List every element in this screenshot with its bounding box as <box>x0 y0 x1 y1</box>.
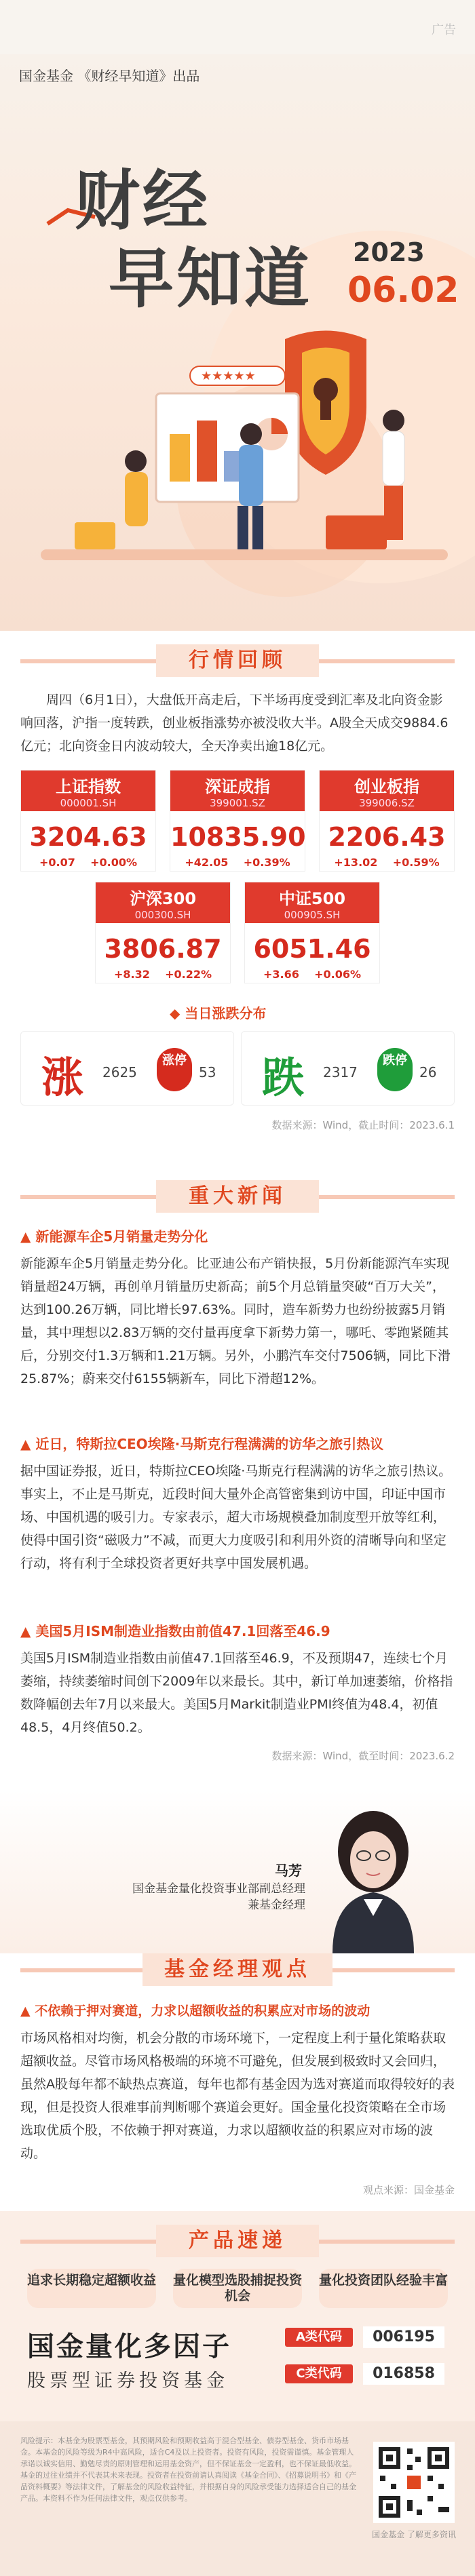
limit-down-count: 26 <box>419 1064 437 1080</box>
manager-role-2: 兼基金经理 <box>248 1898 305 1912</box>
qr-caption: 国金基金 了解更多资讯 <box>372 2530 456 2539</box>
section-news-title: 重大新闻 <box>156 1180 319 1213</box>
product-feature-pill: 量化投资团队经验丰富 <box>319 2269 448 2308</box>
section-products-header <box>0 2225 475 2257</box>
index-code: 000300.SH <box>134 909 191 921</box>
section-market-header <box>0 644 475 677</box>
fall-count: 2317 <box>323 1064 358 1080</box>
product-feature-pill: 量化模型选股捕捉投资机会 <box>173 2269 302 2308</box>
section-products-title: 产品速递 <box>156 2225 319 2257</box>
index-card <box>319 770 455 872</box>
index-code: 399001.SZ <box>210 797 265 809</box>
view-body: 市场风格相对均衡，机会分散的市场环境下，一定程度上利于量化策略获取超额收益。尽管市场风格极端的环境不可避免，但发展到极致时又会回归，虽然A股每年都不缺热点赛道，每年也都有基金因为选对赛道而取得较好的表现，但是投资人很难事前判断哪个赛道会更好。国金量化投资策略在全市场选取优质个股，不依赖于押对赛道，力求以超额收益的积累应对市场的波动。 <box>20 2031 455 2161</box>
index-pct: +0.39% <box>243 856 290 869</box>
hero-illustration <box>0 54 475 631</box>
brand-line: 国金基金 《财经早知道》出品 <box>19 68 200 84</box>
index-code: 000905.SH <box>284 909 341 921</box>
hero-title-line2: 早知道 <box>109 240 312 317</box>
index-change: +13.02 <box>334 856 378 869</box>
fall-card <box>241 1031 455 1106</box>
news-headline: ▲ 近日，特斯拉CEO埃隆·马斯克行程满满的访华之旅引热议 <box>20 1436 384 1452</box>
fund-name: 国金量化多因子 <box>27 2331 231 2362</box>
limit-up-count: 53 <box>199 1064 216 1080</box>
market-source: 数据来源：Wind，截止时间：2023.6.1 <box>271 1119 455 1131</box>
index-card <box>170 770 305 872</box>
hero-year: 2023 <box>353 237 425 267</box>
market-summary: 周四（6月1日），大盘低开高走后，下半场再度受到汇率及北向资金影响回落，沪指一度转跌，创业板指涨势亦被没收大半。A股全天成交9884.6亿元；北向资金日内波动较大，全天净卖出逾18亿元。 <box>20 692 449 754</box>
index-pct: +0.59% <box>392 856 440 869</box>
fund-subtitle: 股票型证券投资基金 <box>27 2370 229 2392</box>
risk-disclaimer: 风险提示：本基金为股票型基金，其预期风险和预期收益高于混合型基金、债券型基金、货币市场基金。本基金的风险等级为R4中高风险，适合C4及以上投资者。投资有风险，投资需谨慎。基金管理人承诺以诚实信用、勤勉尽责的原则管理和运用基金资产，但不保证基金一定盈利，也不保证最低收益。基金的过往业绩并不代表其未来表现。投资者在投资前请认真阅读《基金合同》、《招募说明书》和《产品资料概要》等法律文件，了解基金的风险收益特征，并根据自身的风险承受能力选择适合自己的基金产品。本资料不作为任何法律文件，观点仅供参考。 <box>20 2436 356 2503</box>
section-view-header <box>0 1953 475 1986</box>
top-bar <box>0 0 475 54</box>
hero-title-line1: 财经 <box>75 162 210 239</box>
hero-date: 06.02 <box>347 270 459 311</box>
index-pct: +0.06% <box>314 968 362 981</box>
view-headline: ▲ 不依赖于押对赛道，力求以超额收益的积累应对市场的波动 <box>20 2004 370 2018</box>
rise-label: 涨 <box>41 1053 84 1102</box>
index-card <box>20 770 156 872</box>
class-c-code[interactable]: 016858 <box>363 2363 444 2385</box>
index-value: 10835.90 <box>170 822 306 852</box>
qr-code-icon[interactable] <box>373 2442 455 2523</box>
news-body: 新能源车企5月销量走势分化。比亚迪公布产销快报，5月份新能源汽车实现销量超24万辆，再创单月销量历史新高；前5个月总销量突破“百万大关”，达到100.26万辆，同比增长97.63%。同时，造车新势力也纷纷披露5月销量，其中理想以2.83万辆的交付量再度拿下新势力第一，哪吒、零跑紧随其后，分别交付1.3万辆和1.21万辆。另外，小鹏汽车交付7506辆，同比下滑25.87%；蔚来交付6155辆新车，同比下滑超12%。 <box>20 1256 451 1386</box>
index-code: 399006.SZ <box>359 797 415 809</box>
index-change: +8.32 <box>113 968 150 981</box>
index-pct: +0.22% <box>165 968 212 981</box>
index-value: 3806.87 <box>104 934 222 964</box>
news-body: 据中国证券报，近日，特斯拉CEO埃隆·马斯克行程满满的访华之旅引热议。事实上，不止是马斯克，近段时间大量外企高管密集到访中国，印证中国市场、中国机遇的吸引力。专家表示，超大市场规模叠加制度型开放等红利，使得中国引资“磁吸力”不减，而更大力度吸引和利用外资的清晰导向和坚定行动，将有利于全球投资者更好共享中国发展机遇。 <box>20 1464 452 1571</box>
index-name: 上证指数 <box>56 777 121 796</box>
news-headline: ▲ 美国5月ISM制造业指数由前值47.1回落至46.9 <box>20 1623 330 1639</box>
rise-card <box>20 1031 234 1106</box>
limit-down-badge: 跌停 <box>377 1048 413 1091</box>
news-headline: ▲ 新能源车企5月销量走势分化 <box>20 1228 208 1245</box>
index-value: 2206.43 <box>328 822 446 852</box>
fall-label: 跌 <box>262 1053 305 1102</box>
ad-label: 广告 <box>432 23 456 37</box>
limit-up-badge: 涨停 <box>157 1048 192 1091</box>
index-card <box>95 882 231 983</box>
view-source: 观点来源：国金基金 <box>362 2184 455 2196</box>
index-name: 创业板指 <box>354 777 419 796</box>
svg-text:★★★★★: ★★★★★ <box>201 369 256 383</box>
news-source: 数据来源：Wind，截至时间：2023.6.2 <box>271 1750 455 1762</box>
distribution-title: ◆ 当日涨跌分布 <box>170 1005 267 1021</box>
manager-name: 马芳 <box>275 1862 302 1879</box>
index-change: +3.66 <box>263 968 299 981</box>
rise-count: 2625 <box>102 1064 137 1080</box>
index-pct: +0.00% <box>90 856 138 869</box>
manager-role: 国金基金量化投资事业部副总经理 <box>132 1882 305 1896</box>
section-view-title: 基金经理观点 <box>142 1953 332 1986</box>
index-name: 深证成指 <box>205 777 270 796</box>
product-feature-pill: 追求长期稳定超额收益 <box>27 2269 156 2308</box>
index-card <box>244 882 380 983</box>
diamond-icon: ◆ <box>170 1005 185 1021</box>
index-name: 中证500 <box>278 889 346 908</box>
index-change: +42.05 <box>185 856 229 869</box>
news-body: 美国5月ISM制造业指数由前值47.1回落至46.9，不及预期47，连续七个月萎缩，持续萎缩时间创下2009年以来最长。其中，新订单加速萎缩，价格指数降幅创去年7月以来最大。美国5月Markit制造业PMI终值为48.4，初值48.5，4月终值50.2。 <box>20 1651 453 1735</box>
class-c-label: C类代码 <box>285 2364 353 2383</box>
index-name: 沪深300 <box>129 889 197 908</box>
index-value: 6051.46 <box>253 934 371 964</box>
index-code: 000001.SH <box>60 797 117 809</box>
section-news-header <box>0 1180 475 1213</box>
index-change: +0.07 <box>39 856 75 869</box>
class-a-label: A类代码 <box>285 2328 353 2347</box>
class-a-code[interactable]: 006195 <box>363 2326 444 2348</box>
section-market-title: 行情回顾 <box>156 644 319 677</box>
manager-photo <box>305 1797 441 1953</box>
hero-banner <box>0 54 475 631</box>
index-value: 3204.63 <box>29 822 147 852</box>
